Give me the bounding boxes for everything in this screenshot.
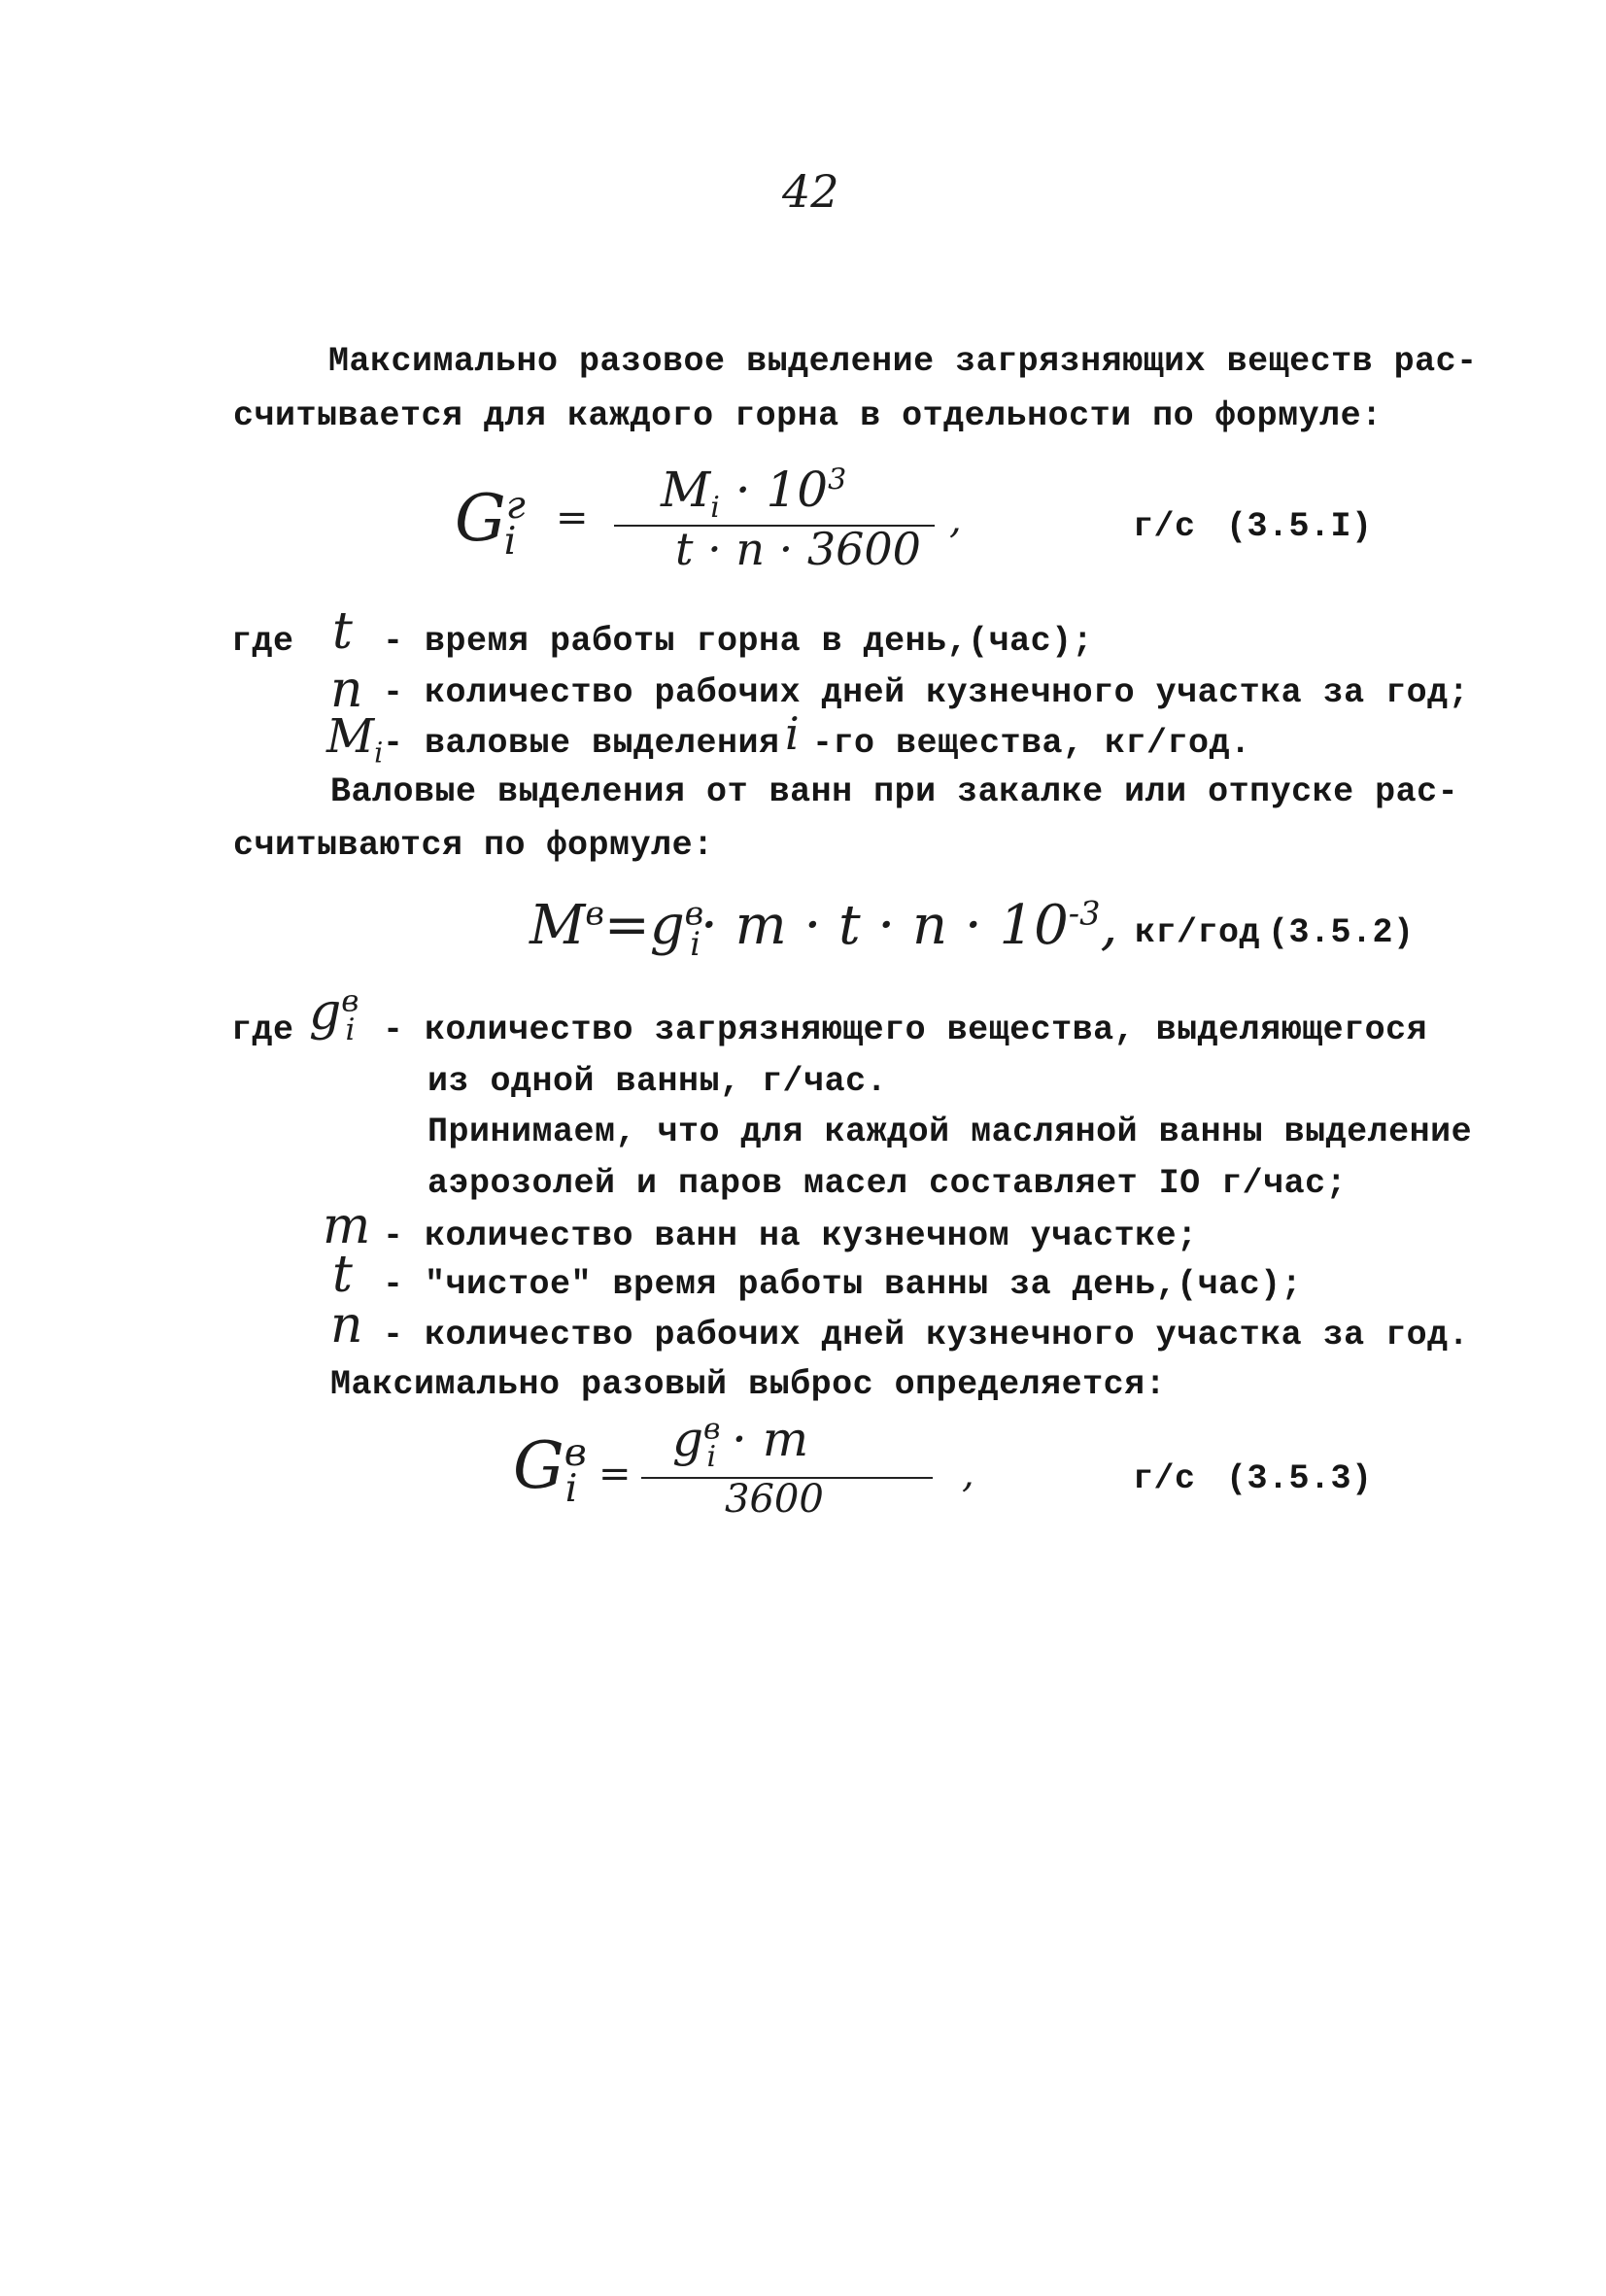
intro-line-2: считывается для каждого горна в отдельности по формуле: [233,396,1383,435]
where2-g-symbol [309,983,359,1048]
where1-t-text: - время работы горна в день,(час); [383,622,1094,661]
formula3-equals: = [598,1452,632,1496]
where1-gde: где [231,622,294,661]
formula1-denominator: t · n · 3600 [675,523,921,575]
formula1-num-rest: · 10 [719,462,829,518]
formula3-lhs [513,1428,587,1512]
where2-n-text: - количество рабочих дней кузнечного участка за год. [383,1316,1470,1354]
formula3-num-sub: i [706,1440,717,1474]
max-line: Максимально разовый выброс определяется: [330,1365,1167,1404]
where1-M-letter: M [326,709,375,764]
formula1-numerator [661,462,846,525]
formula3-lhs-sup: в [564,1430,587,1475]
formula3-unit: г/с [1133,1459,1196,1498]
formula2-g-sub: i [690,925,700,964]
formula1-lhs-symbol: G [455,481,506,556]
formula2-rest-sup: -3 [1068,894,1101,933]
formula2-unit: кг/год [1135,913,1261,952]
where2-t-symbol: t [332,1246,353,1304]
where1-t-symbol: t [332,602,353,661]
intro-line-1: Максимально разовое выделение загрязняющих веществ рас- [328,342,1478,381]
page-number: 42 [782,165,839,218]
where2-note-2: аэрозолей и паров масел составляет IO г/час; [427,1164,1348,1203]
formula2-M: M [530,894,586,957]
formula3-denominator: 3600 [725,1477,824,1522]
formula1-num-sub: i [710,491,720,525]
where2-m-symbol: m [323,1197,371,1255]
where2-note-1: Принимаем, что для каждой масляной ванны выделение [427,1113,1473,1151]
intro2-line-1: Валовые выделения от ванн при закалке или отпуске рас- [330,772,1459,811]
formula3-num-rest: · m [716,1411,809,1467]
where1-i-symbol: i [785,707,800,760]
formula2-comma: , [1100,894,1118,957]
formula2-M-sup: в [585,894,604,933]
formula1-lhs [455,481,526,565]
where1-M-sub: i [374,736,384,770]
formula1-unit: г/с [1133,507,1196,546]
formula3-numerator [672,1411,808,1474]
where2-t-text: - "чистое" время работы ванны за день,(час); [383,1265,1303,1304]
formula3-lhs-sub: i [564,1466,578,1512]
where1-M-text: - валовые выделения [383,724,780,763]
formula2-g: g [649,894,685,957]
where2-g-text-1: - количество загрязняющего вещества, выделяющегося [383,1011,1428,1049]
formula3-lhs-symbol: G [513,1428,564,1503]
formula-3-5-2 [530,894,1117,963]
where2-g-sub: i [345,1012,356,1048]
where1-n-symbol: n [330,661,363,719]
formula3-comma: , [962,1452,974,1496]
where2-g-letter: g [309,983,342,1042]
formula1-lhs-sub: i [503,519,517,565]
formula2-g-sup: в [684,894,704,933]
where2-n-symbol: n [330,1296,363,1354]
formula1-comma: , [949,497,962,542]
where2-g-text-2: из одной ванны, г/час. [427,1062,888,1101]
formula1-num-M: M [661,462,711,518]
formula1-number: (3.5.I) [1226,507,1373,546]
intro2-line-2: считываются по формуле: [233,826,714,865]
formula3-num-g: g [672,1411,704,1467]
formula1-lhs-sup: г [505,483,526,528]
formula2-number: (3.5.2) [1268,913,1415,952]
formula1-num-sup: 3 [828,463,847,497]
formula2-rest: · m · t · n · 10 [700,894,1069,957]
where2-gde: где [231,1011,294,1049]
where2-g-sup: в [341,983,359,1019]
where1-i-text: -го вещества, кг/год. [812,724,1251,763]
where1-M-symbol [326,709,383,770]
formula1-equals: = [556,496,589,540]
where1-n-text: - количество рабочих дней кузнечного участка за год; [383,673,1470,712]
where2-m-text: - количество ванн на кузнечном участке; [383,1217,1198,1255]
formula3-num-sup: в [703,1412,721,1447]
formula3-number: (3.5.3) [1226,1459,1373,1498]
formula2-eq: = [603,894,650,957]
